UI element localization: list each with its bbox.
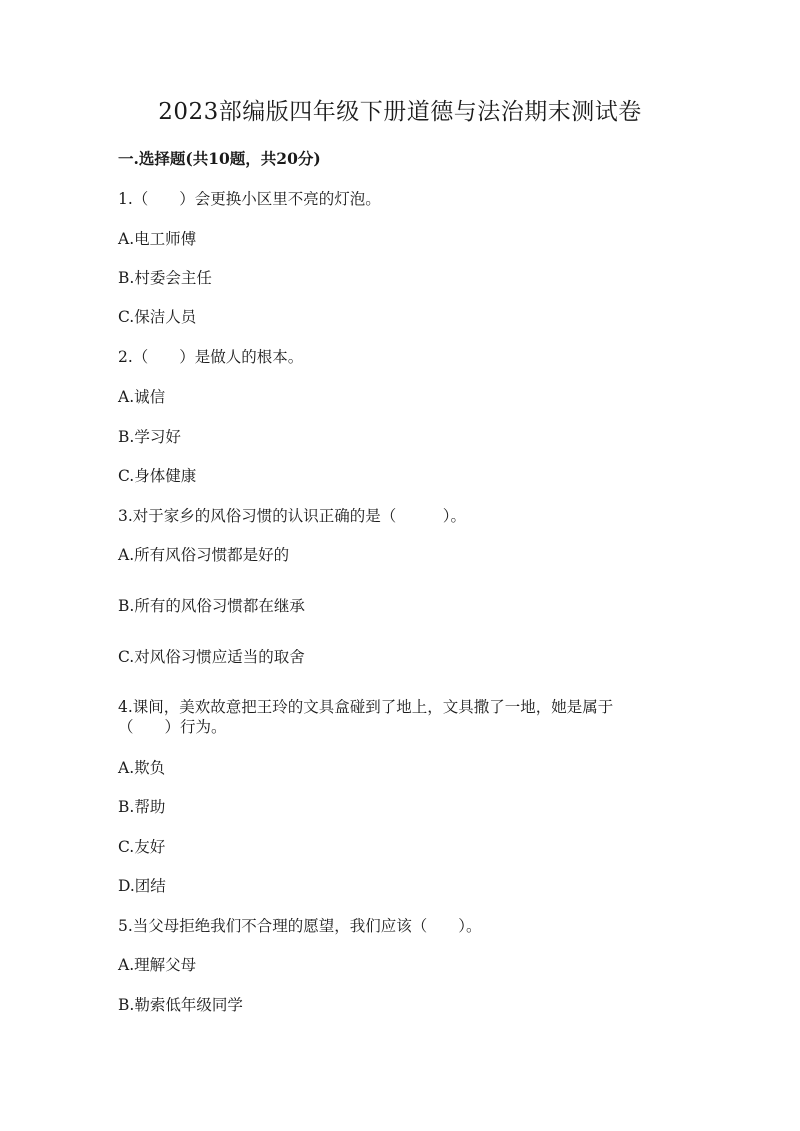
question-4-option-c: C.友好 (118, 838, 166, 856)
question-1-option-b: B.村委会主任 (118, 269, 212, 287)
question-4-option-d: D.团结 (118, 877, 166, 895)
question-1-option-a: A.电工师傅 (118, 230, 197, 248)
question-1-stem: 1.（ ）会更换小区里不亮的灯泡。 (118, 190, 381, 208)
question-3-stem: 3.对于家乡的风俗习惯的认识正确的是（ ）。 (118, 507, 467, 525)
question-4-option-a: A.欺负 (118, 759, 166, 777)
question-5-option-a: A.理解父母 (118, 956, 197, 974)
question-5-option-b: B.勒索低年级同学 (118, 996, 243, 1014)
question-3-option-c: C.对风俗习惯应适当的取舍 (118, 648, 305, 666)
question-4-stem-line-1: 4.课间，美欢故意把王玲的文具盒碰到了地上，文具撒了一地，她是属于 (118, 698, 614, 716)
question-4-stem-line-2: （ ）行为。 (118, 718, 227, 736)
question-2-stem: 2.（ ）是做人的根本。 (118, 348, 304, 366)
question-2-option-b: B.学习好 (118, 428, 181, 446)
question-3-option-b: B.所有的风俗习惯都在继承 (118, 597, 305, 615)
section-heading: 一.选择题(共10题，共20分) (118, 149, 321, 168)
page-title: 2023部编版四年级下册道德与法治期末测试卷 (158, 99, 642, 125)
question-4-option-b: B.帮助 (118, 798, 166, 816)
question-2-option-a: A.诚信 (118, 388, 166, 406)
question-1-option-c: C.保洁人员 (118, 308, 197, 326)
question-3-option-a: A.所有风俗习惯都是好的 (118, 546, 290, 564)
question-5-stem: 5.当父母拒绝我们不合理的愿望，我们应该（ ）。 (118, 917, 482, 935)
question-2-option-c: C.身体健康 (118, 467, 197, 485)
